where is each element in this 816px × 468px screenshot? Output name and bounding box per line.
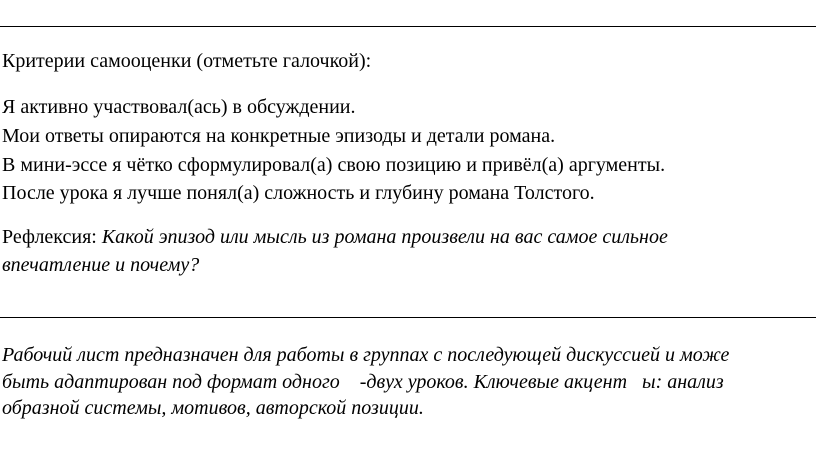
middle-divider <box>0 317 816 318</box>
top-divider <box>0 26 816 27</box>
reflection-question-continued: впечатление и почему? <box>2 254 200 276</box>
reflection-block <box>2 225 668 249</box>
worksheet-note-line: Рабочий лист предназначен для работы в группах с последующей дискуссией и може <box>2 344 730 366</box>
criteria-item: Мои ответы опираются на конкретные эпизоды и детали романа. <box>2 125 556 147</box>
criteria-heading: Критерии самооценки (отметьте галочкой): <box>2 50 372 72</box>
reflection-question: Какой эпизод или мысль из романа произвели на вас самое сильное <box>101 226 668 248</box>
worksheet-note-line: образной системы, мотивов, авторской позиции. <box>2 397 424 419</box>
worksheet-note-line: быть адаптирован под формат одного -двух уроков. Ключевые акцент ы: анализ <box>2 371 724 393</box>
reflection-label: Рефлексия: <box>2 226 102 248</box>
criteria-item: После урока я лучше понял(а) сложность и глубину романа Толстого. <box>2 182 595 204</box>
criteria-item: Я активно участвовал(ась) в обсуждении. <box>2 96 356 118</box>
criteria-item: В мини-эссе я чётко сформулировал(а) свою позицию и привёл(а) аргументы. <box>2 154 666 176</box>
